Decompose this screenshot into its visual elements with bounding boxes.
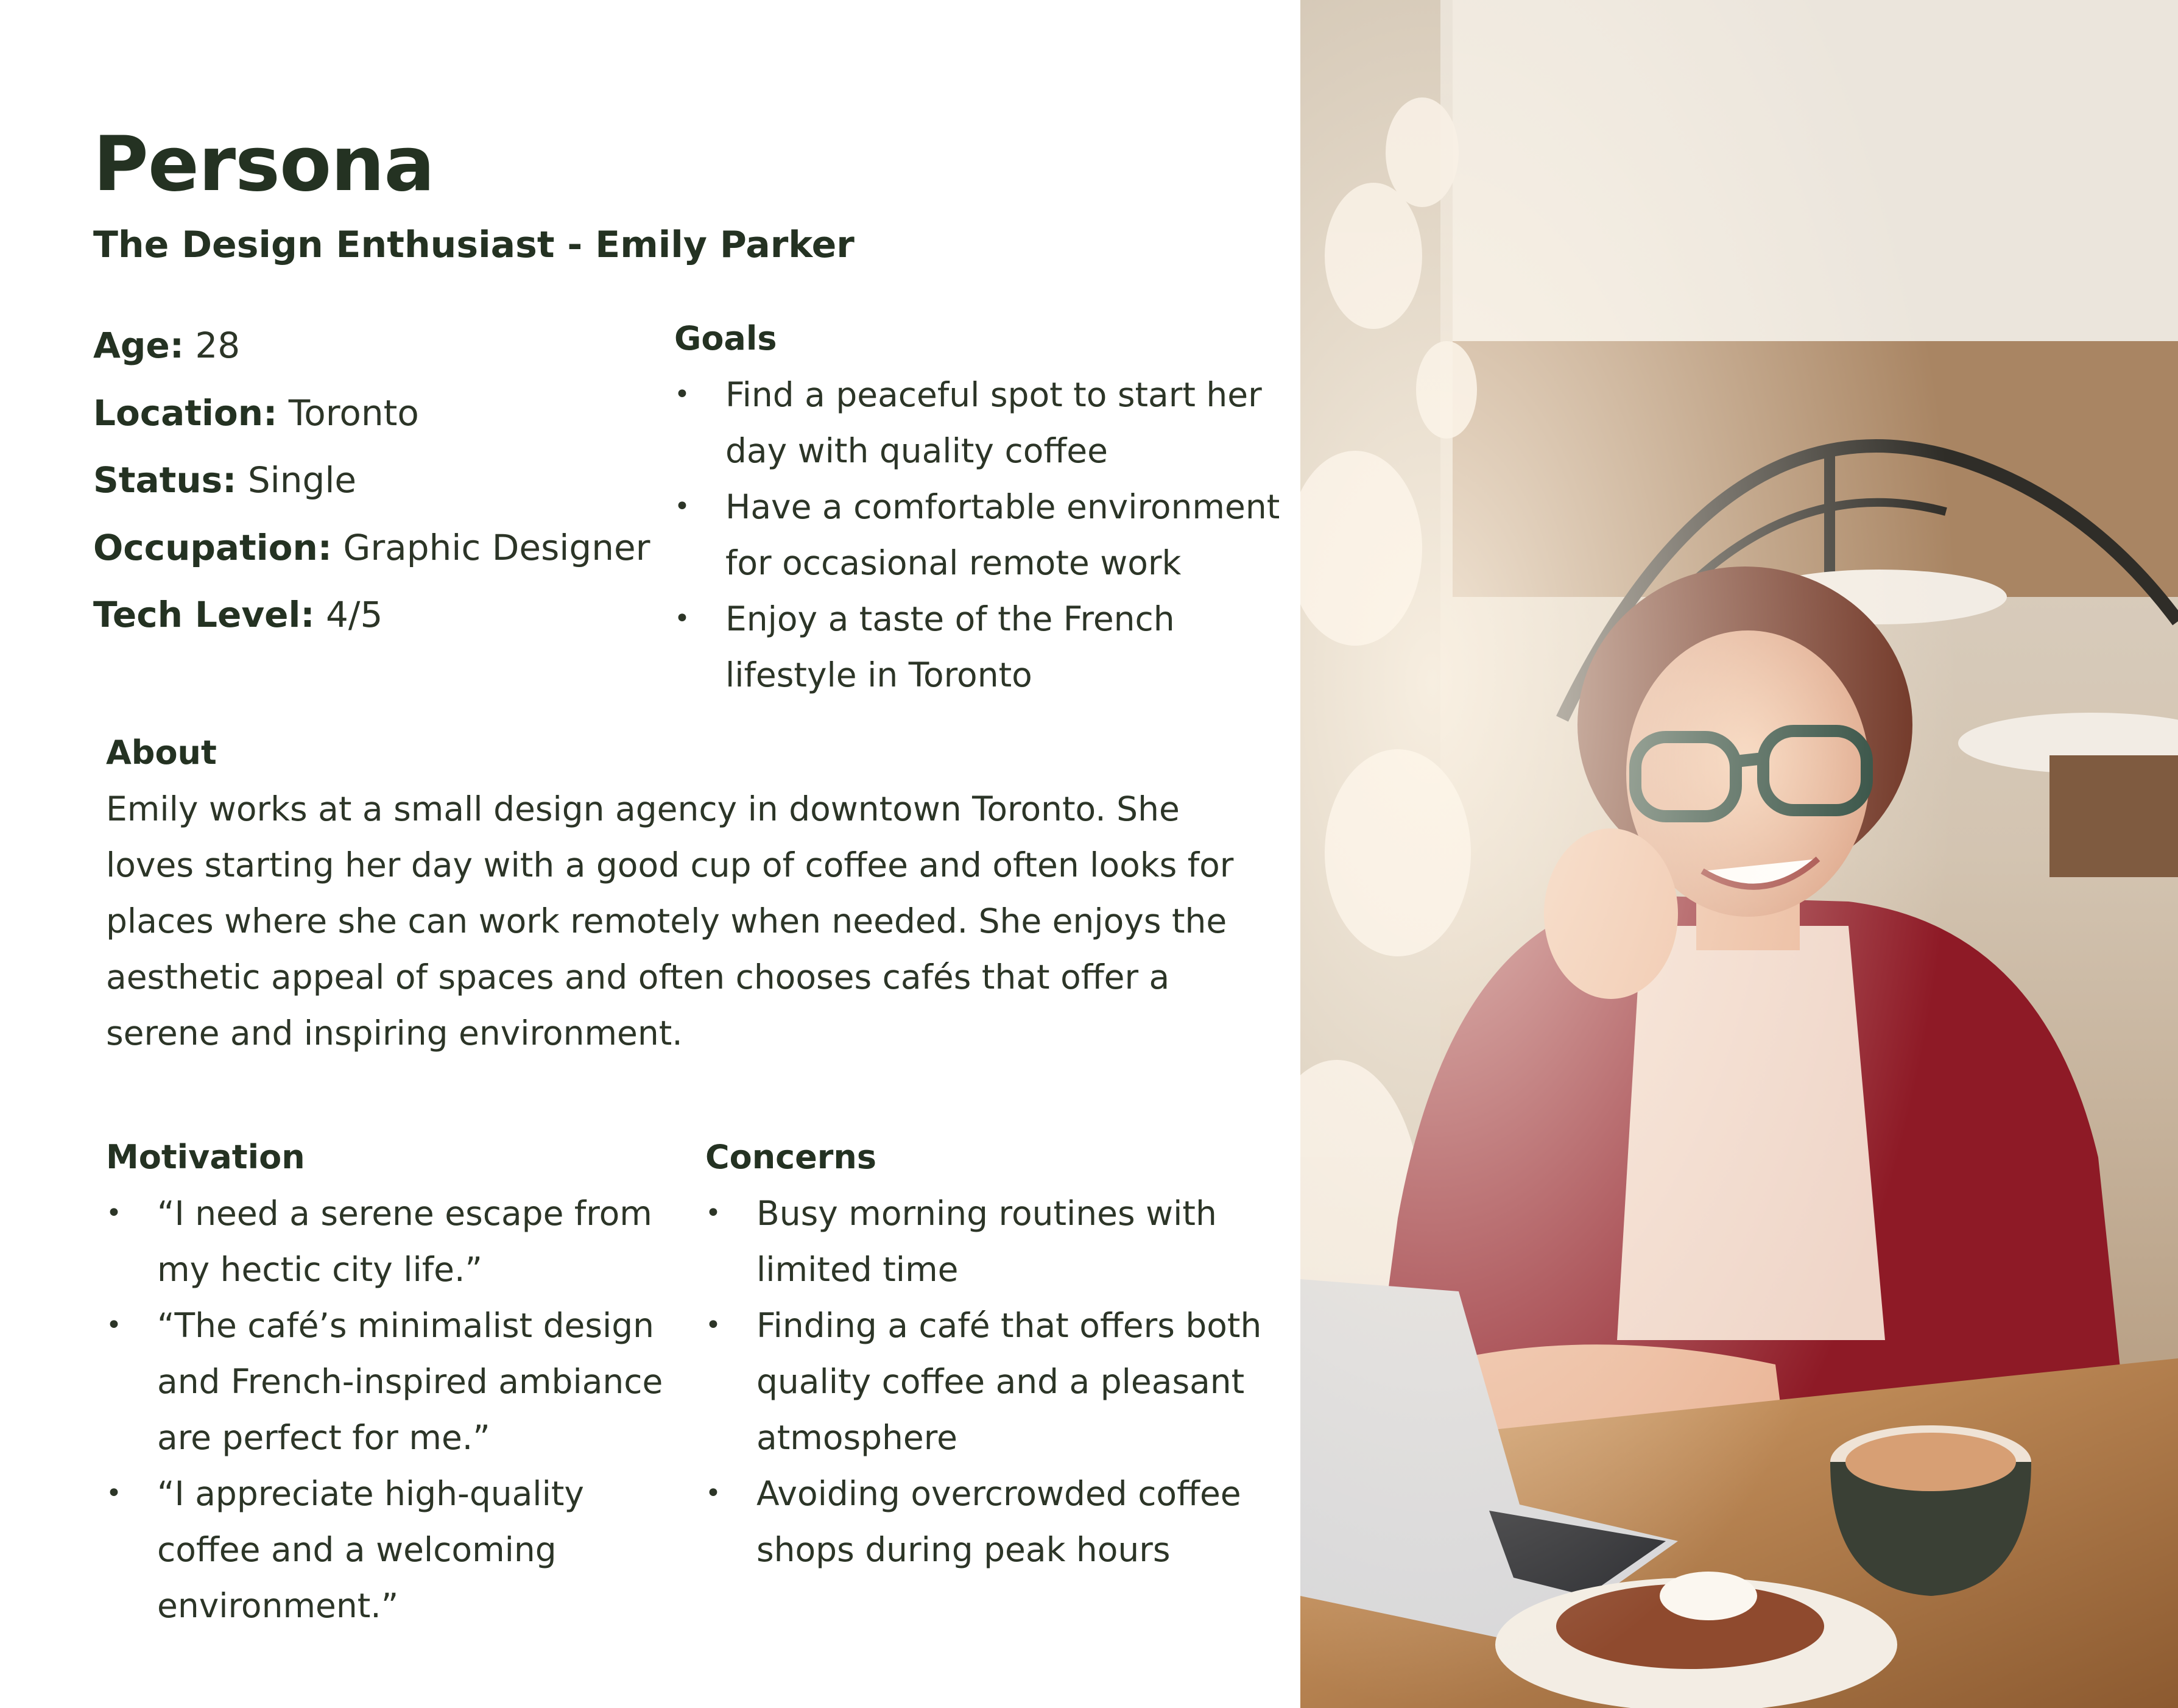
about-heading: About (106, 733, 217, 772)
about-text: Emily works at a small design agency in downtown Toronto. She loves starting her day with a good cup of coffee and often looks for places where she can work remotely when needed. She enjoys the aesthetic appeal of spaces and often chooses cafés that offer a serene and inspiring environment. (106, 789, 1234, 1053)
fact-value: 4/5 (326, 594, 383, 635)
page-title: Persona (93, 121, 435, 208)
fact-label: Location: (93, 392, 278, 434)
concerns-heading: Concerns (705, 1138, 877, 1176)
motivation-list (106, 1185, 672, 1634)
concern-item: • Finding a café that offers both quality coffee and a pleasant atmosphere (705, 1297, 1284, 1466)
goals-list (674, 367, 1283, 703)
goal-item: • Have a comfortable environment for occasional remote work (674, 479, 1283, 591)
persona-subtitle: The Design Enthusiast - Emily Parker (93, 224, 855, 266)
fact-value: Single (247, 459, 357, 501)
fact-label: Tech Level: (93, 594, 315, 635)
fact-status (93, 446, 666, 514)
fact-label: Occupation: (93, 526, 332, 568)
fact-value: Toronto (288, 392, 419, 434)
motivation-heading: Motivation (106, 1138, 305, 1176)
persona-photo (1300, 0, 2178, 1708)
fact-value: Graphic Designer (343, 526, 650, 568)
concerns-list (705, 1185, 1284, 1578)
fact-label: Age: (93, 325, 184, 366)
motivation-item: • “I appreciate high-quality coffee and a welcoming environment.” (106, 1466, 672, 1634)
fact-age (93, 312, 666, 379)
concern-item: • Avoiding overcrowded coffee shops during peak hours (705, 1466, 1284, 1578)
persona-photo-illustration (1300, 0, 2178, 1708)
fact-occupation (93, 514, 666, 582)
concern-item: • Busy morning routines with limited time (705, 1185, 1284, 1297)
fact-location (93, 379, 666, 447)
motivation-item: • “The café’s minimalist design and French-inspired ambiance are perfect for me.” (106, 1297, 672, 1466)
fact-tech-level (93, 581, 666, 649)
goal-item: • Enjoy a taste of the French lifestyle in Toronto (674, 591, 1283, 703)
persona-facts (93, 312, 666, 649)
fact-value: 28 (195, 325, 241, 366)
motivation-item: • “I need a serene escape from my hectic city life.” (106, 1185, 672, 1297)
goal-item: • Find a peaceful spot to start her day with quality coffee (674, 367, 1283, 479)
goals-heading: Goals (674, 319, 777, 358)
fact-label: Status: (93, 459, 237, 501)
